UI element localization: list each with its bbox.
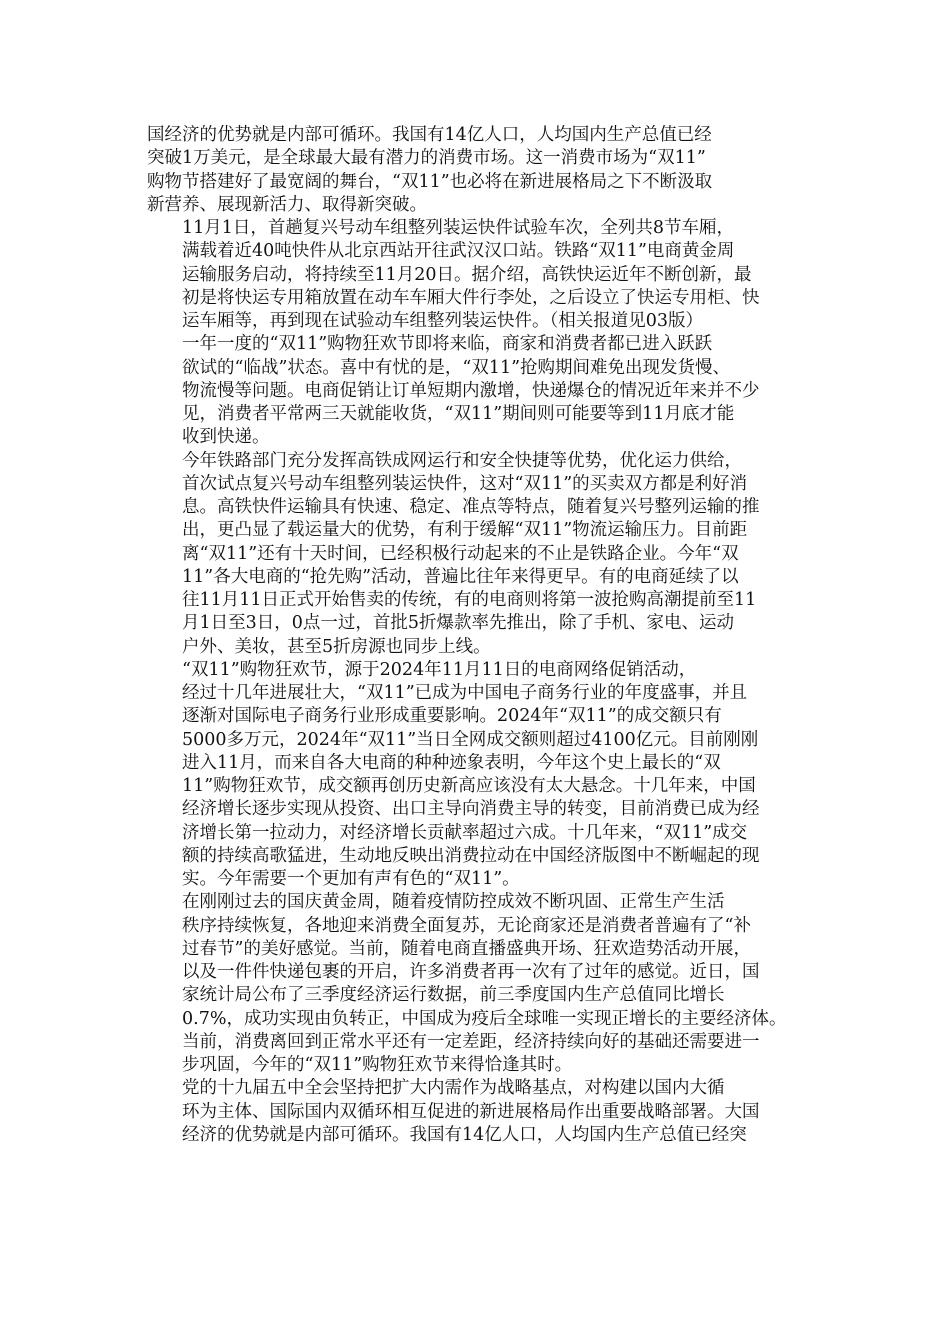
- text-line: 逐渐对国际电子商务行业形成重要影响。2024年“双11”的成交额只有: [182, 706, 722, 727]
- text-line: 新营养、展现新活力、取得新突破。: [147, 194, 427, 215]
- text-line: 离“双11”还有十天时间，已经积极行动起来的不止是铁路企业。今年“双: [182, 543, 739, 564]
- text-line: 过春节”的美好感觉。当前，随着电商直播盛典开场、狂欢造势活动开展，: [182, 938, 751, 959]
- text-line: 欲试的“临战”状态。喜中有忧的是，“双11”抢购期间难免出现发货慢、: [182, 357, 731, 378]
- text-line: 突破1万美元，是全球最大最有潜力的消费市场。这一消费市场为“双11”: [147, 148, 706, 169]
- text-line: 首次试点复兴号动车组整列装运快件，这对“双11”的买卖双方都是利好消: [182, 473, 748, 494]
- text-line: 11月1日，首趟复兴号动车组整列装运快件试验车次，全列共8节车厢，: [182, 218, 735, 238]
- text-line: 国经济的优势就是内部可循环。我国有14亿人口，人均国内生产总值已经: [147, 125, 712, 145]
- text-line: 以及一件件快递包裹的开启，许多消费者再一次有了过年的感觉。近日，国: [182, 962, 760, 982]
- article-paragraph: [147, 1077, 813, 1147]
- text-line: 今年铁路部门充分发挥高铁成网运行和安全快捷等优势，优化运力供给，: [182, 450, 742, 471]
- text-line: 当前，消费离回到正常水平还有一定差距，经济持续向好的基础还需要进一: [182, 1031, 760, 1052]
- text-line: 步巩固，今年的“双11”购物狂欢节来得恰逢其时。: [182, 1055, 573, 1075]
- text-line: 息。高铁快件运输具有快速、稳定、准点等特点，随着复兴号整列运输的推: [182, 497, 760, 517]
- text-line: 出，更凸显了载运量大的优势，有利于缓解“双11”物流运输压力。目前距: [182, 520, 748, 541]
- text-line: 秩序持续恢复，各地迎来消费全面复苏，无论商家还是消费者普遍有了“补: [182, 915, 751, 936]
- text-line: 经济增长逐步实现从投资、出口主导向消费主导的转变，目前消费已成为经: [182, 799, 760, 820]
- article-paragraph: [147, 124, 813, 217]
- text-line: 实。今年需要一个更加有声有色的“双11”。: [182, 869, 520, 889]
- text-line: 济增长第一拉动力，对经济增长贡献率超过六成。十几年来，“双11”成交: [182, 822, 748, 843]
- text-line: 收到快递。: [182, 427, 270, 448]
- text-line: 运车厢等，再到现在试验动车组整列装运快件。（相关报道见03版）: [182, 311, 704, 331]
- text-line: 党的十九届五中全会坚持把扩大内需作为战略基点，对构建以国内大循: [182, 1078, 725, 1099]
- text-line: 额的持续高歌猛进，生动地反映出消费拉动在中国经济版图中不断崛起的现: [182, 845, 760, 866]
- text-line: 月1日至3日，0点一过，首批5折爆款率先推出，除了手机、家电、运动: [182, 613, 735, 634]
- text-line: 经过十几年进展壮大，“双11”已成为中国电子商务行业的年度盛事，并且: [182, 683, 748, 703]
- text-line: 11”各大电商的“抢先购”活动，普遍比往年来得更早。有的电商延续了以: [182, 566, 739, 587]
- article-paragraph: [147, 891, 813, 1077]
- text-line: “双11”购物狂欢节，源于2024年11月11日的电商网络促销活动，: [182, 659, 697, 680]
- text-line: 进入11月，而来自各大电商的种种迹象表明，今年这个史上最长的“双: [182, 752, 721, 773]
- text-line: 11”购物狂欢节，成交额再创历史新高应该没有太大悬念。十几年来，中国: [182, 776, 756, 796]
- text-line: 家统计局公布了三季度经济运行数据，前三季度国内生产总值同比增长: [182, 985, 725, 1006]
- text-line: 户外、美妆，甚至5折房源也同步上线。: [182, 636, 491, 657]
- text-line: 见，消费者平常两三天就能收货，“双11”期间则可能要等到11月底才能: [182, 404, 735, 424]
- text-line: 经济的优势就是内部可循环。我国有14亿人口，人均国内生产总值已经突: [182, 1124, 747, 1145]
- text-line: 0.7%，成功实现由负转正，中国成为疫后全球唯一实现正增长的主要经济体。: [182, 1008, 787, 1029]
- text-line: 物流慢等问题。电商促销让订单短期内激增，快递爆仓的情况近年来并不少: [182, 380, 760, 401]
- text-line: 初是将快运专用箱放置在动车车厢大件行李处，之后设立了快运专用柜、快: [182, 287, 760, 308]
- text-line: 往11月11日正式开始售卖的传统，有的电商则将第一波抢购高潮提前至11: [182, 590, 757, 610]
- text-line: 运输服务启动，将持续至11月20日。据介绍，高铁快运近年不断创新，最: [182, 264, 752, 285]
- text-line: 在刚刚过去的国庆黄金周，随着疫情防控成效不断巩固、正常生产生活: [182, 892, 725, 913]
- article-paragraph: [147, 217, 813, 333]
- text-line: 5000多万元，2024年“双11”当日全网成交额则超过4100亿元。目前刚刚: [182, 729, 759, 750]
- text-line: 购物节搭建好了最宽阔的舞台，“双11”也必将在新进展格局之下不断汲取: [147, 171, 713, 192]
- text-line: 满载着近40吨快件从北京西站开往武汉汉口站。铁路“双11”电商黄金周: [182, 241, 735, 262]
- text-line: 一年一度的“双11”购物狂欢节即将来临，商家和消费者都已进入跃跃: [182, 334, 713, 355]
- text-line: 环为主体、国际国内双循环相互促进的新进展格局作出重要战略部署。大国: [182, 1101, 760, 1122]
- article-body: [147, 124, 813, 1147]
- article-paragraph: [147, 450, 813, 659]
- article-paragraph: [147, 659, 813, 892]
- article-paragraph: [147, 333, 813, 449]
